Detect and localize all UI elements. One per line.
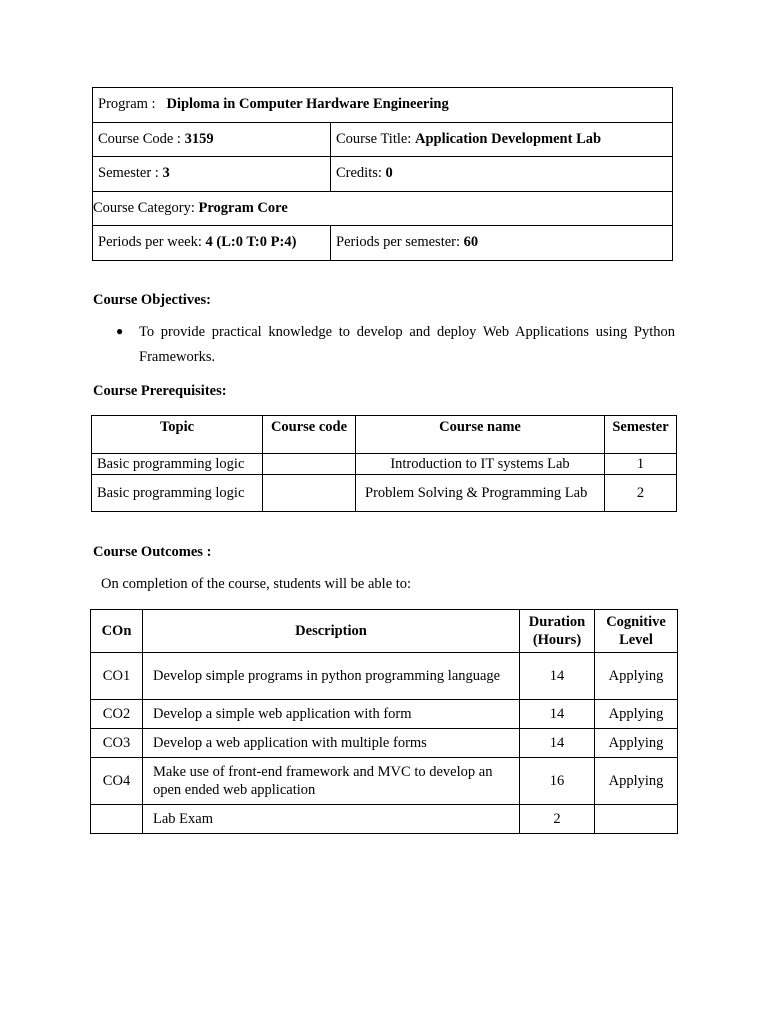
prereq-name: Problem Solving & Programming Lab	[356, 475, 605, 512]
outcomes-header-description: Description	[143, 610, 520, 653]
outcomes-table	[90, 609, 678, 834]
prereq-semester: 2	[605, 475, 677, 512]
course-code-cell	[93, 122, 331, 157]
prereq-semester: 1	[605, 454, 677, 475]
course-code-row	[93, 122, 673, 157]
outcome-hours: 2	[520, 805, 595, 834]
prereq-header-topic: Topic	[92, 416, 263, 454]
table-row	[92, 454, 677, 475]
prereq-header-name: Course name	[356, 416, 605, 454]
outcome-level: Applying	[595, 758, 678, 805]
prereq-header-semester: Semester	[605, 416, 677, 454]
category-label: Course Category:	[93, 199, 199, 216]
credits-cell	[331, 157, 673, 192]
outcome-hours: 14	[520, 653, 595, 700]
course-title-cell	[331, 122, 673, 157]
outcome-description: Lab Exam	[143, 805, 520, 834]
outcome-con	[91, 805, 143, 834]
outcome-hours: 16	[520, 758, 595, 805]
table-row	[92, 475, 677, 512]
outcome-level	[595, 805, 678, 834]
credits-value: 0	[385, 165, 393, 182]
prereq-topic: Basic programming logic	[92, 454, 263, 475]
periods-row	[93, 226, 673, 261]
prereq-name: Introduction to IT systems Lab	[356, 454, 605, 475]
prereq-code	[263, 454, 356, 475]
table-row	[91, 653, 678, 700]
table-row	[91, 729, 678, 758]
category-value: Program Core	[198, 199, 288, 216]
semester-value: 3	[162, 165, 170, 182]
table-row	[91, 758, 678, 805]
outcome-description: Make use of front-end framework and MVC to develop an open ended web application	[143, 758, 520, 805]
outcome-con: CO4	[91, 758, 143, 805]
semester-row	[93, 157, 673, 192]
prerequisites-heading: Course Prerequisites:	[93, 383, 227, 399]
periods-week-cell	[93, 226, 331, 261]
bullet-icon: ●	[116, 324, 124, 338]
periods-semester-label: Periods per semester:	[336, 234, 464, 251]
semester-cell	[93, 157, 331, 192]
course-title-value: Application Development Lab	[414, 130, 602, 147]
category-cell	[93, 191, 673, 226]
outcomes-intro: On completion of the course, students will be able to:	[101, 576, 412, 592]
prereq-header-code: Course code	[263, 416, 356, 454]
program-value: Diploma in Computer Hardware Engineering	[166, 96, 449, 113]
program-cell	[93, 88, 673, 123]
periods-week-label: Periods per week:	[98, 234, 206, 251]
outcome-description: Develop simple programs in python programming language	[143, 653, 520, 700]
prerequisites-table	[91, 415, 677, 512]
periods-semester-value: 60	[463, 234, 479, 251]
outcome-con: CO2	[91, 700, 143, 729]
outcomes-heading: Course Outcomes :	[93, 544, 212, 560]
course-code-label: Course Code :	[98, 130, 185, 147]
semester-label: Semester :	[98, 165, 163, 182]
table-row	[91, 805, 678, 834]
outcome-con: CO3	[91, 729, 143, 758]
outcomes-header-row	[91, 610, 678, 653]
course-title-label: Course Title:	[336, 130, 415, 147]
program-label: Program :	[98, 96, 156, 113]
category-row	[93, 191, 673, 226]
outcome-description: Develop a web application with multiple forms	[143, 729, 520, 758]
outcome-level: Applying	[595, 700, 678, 729]
prereq-code	[263, 475, 356, 512]
program-row	[93, 88, 673, 123]
outcome-description: Develop a simple web application with form	[143, 700, 520, 729]
outcome-hours: 14	[520, 729, 595, 758]
objectives-heading: Course Objectives:	[93, 292, 211, 308]
course-info-table	[92, 87, 673, 261]
outcomes-header-level: Cognitive Level	[595, 610, 678, 653]
periods-week-value: 4 (L:0 T:0 P:4)	[205, 234, 297, 251]
periods-semester-cell	[331, 226, 673, 261]
outcome-hours: 14	[520, 700, 595, 729]
outcomes-header-con: COn	[91, 610, 143, 653]
table-row	[91, 700, 678, 729]
prereq-header-row	[92, 416, 677, 454]
outcome-level: Applying	[595, 653, 678, 700]
outcome-level: Applying	[595, 729, 678, 758]
objective-item: To provide practical knowledge to develop and deploy Web Applications using Python Frameworks.	[139, 324, 675, 365]
credits-label: Credits:	[336, 165, 386, 182]
outcomes-header-duration: Duration (Hours)	[520, 610, 595, 653]
outcome-con: CO1	[91, 653, 143, 700]
prereq-topic: Basic programming logic	[92, 475, 263, 512]
course-code-value: 3159	[184, 130, 214, 147]
